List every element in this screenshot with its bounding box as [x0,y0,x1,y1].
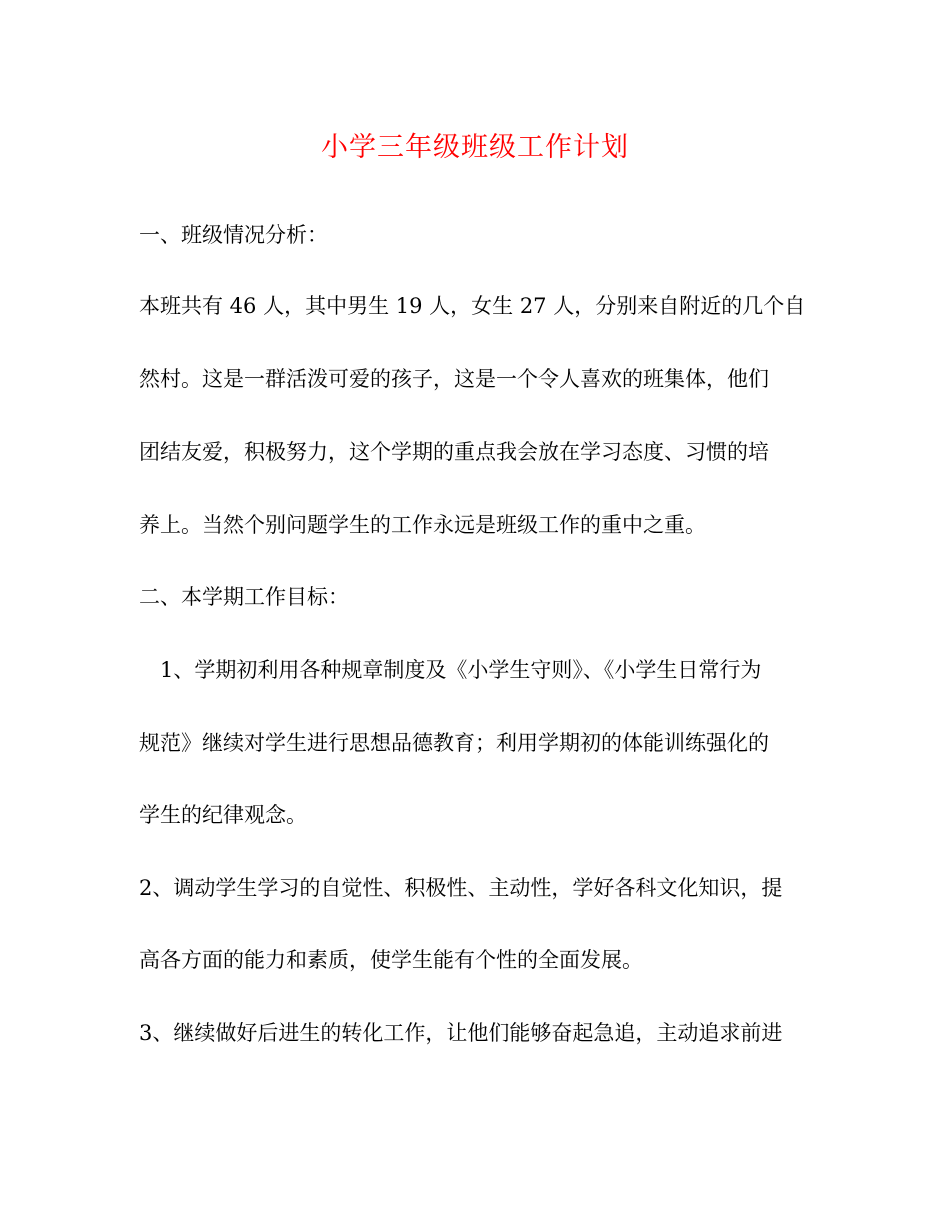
goal-2-line: 2、调动学生学习的自觉性、积极性、主动性，学好各科文化知识，提 [139,876,783,900]
section-heading-class-analysis: 一、班级情况分析： [139,223,328,247]
paragraph-line: 然村。这是一群活泼可爱的孩子，这是一个令人喜欢的班集体，他们 [139,367,769,391]
goal-3-line: 3、继续做好后进生的转化工作，让他们能够奋起急追，主动追求前进 [139,1021,783,1045]
document-title: 小学三年级班级工作计划 [321,132,629,163]
goal-2-line: 高各方面的能力和素质，使学生能有个性的全面发展。 [139,948,643,972]
section-heading-semester-goals: 二、本学期工作目标： [139,585,349,609]
paragraph-line: 团结友爱，积极努力，这个学期的重点我会放在学习态度、习惯的培 [139,440,769,464]
goal-1-line: 学生的纪律观念。 [139,803,307,827]
goal-1-line: 1、学期初利用各种规章制度及《小学生守则》、《小学生日常行为 [160,658,762,682]
goal-1-line: 规范》继续对学生进行思想品德教育；利用学期初的体能训练强化的 [139,731,769,755]
paragraph-line: 养上。当然个别问题学生的工作永远是班级工作的重中之重。 [139,513,706,537]
paragraph-line: 本班共有 46 人，其中男生 19 人，女生 27 人，分别来自附近的几个自 [139,294,806,318]
